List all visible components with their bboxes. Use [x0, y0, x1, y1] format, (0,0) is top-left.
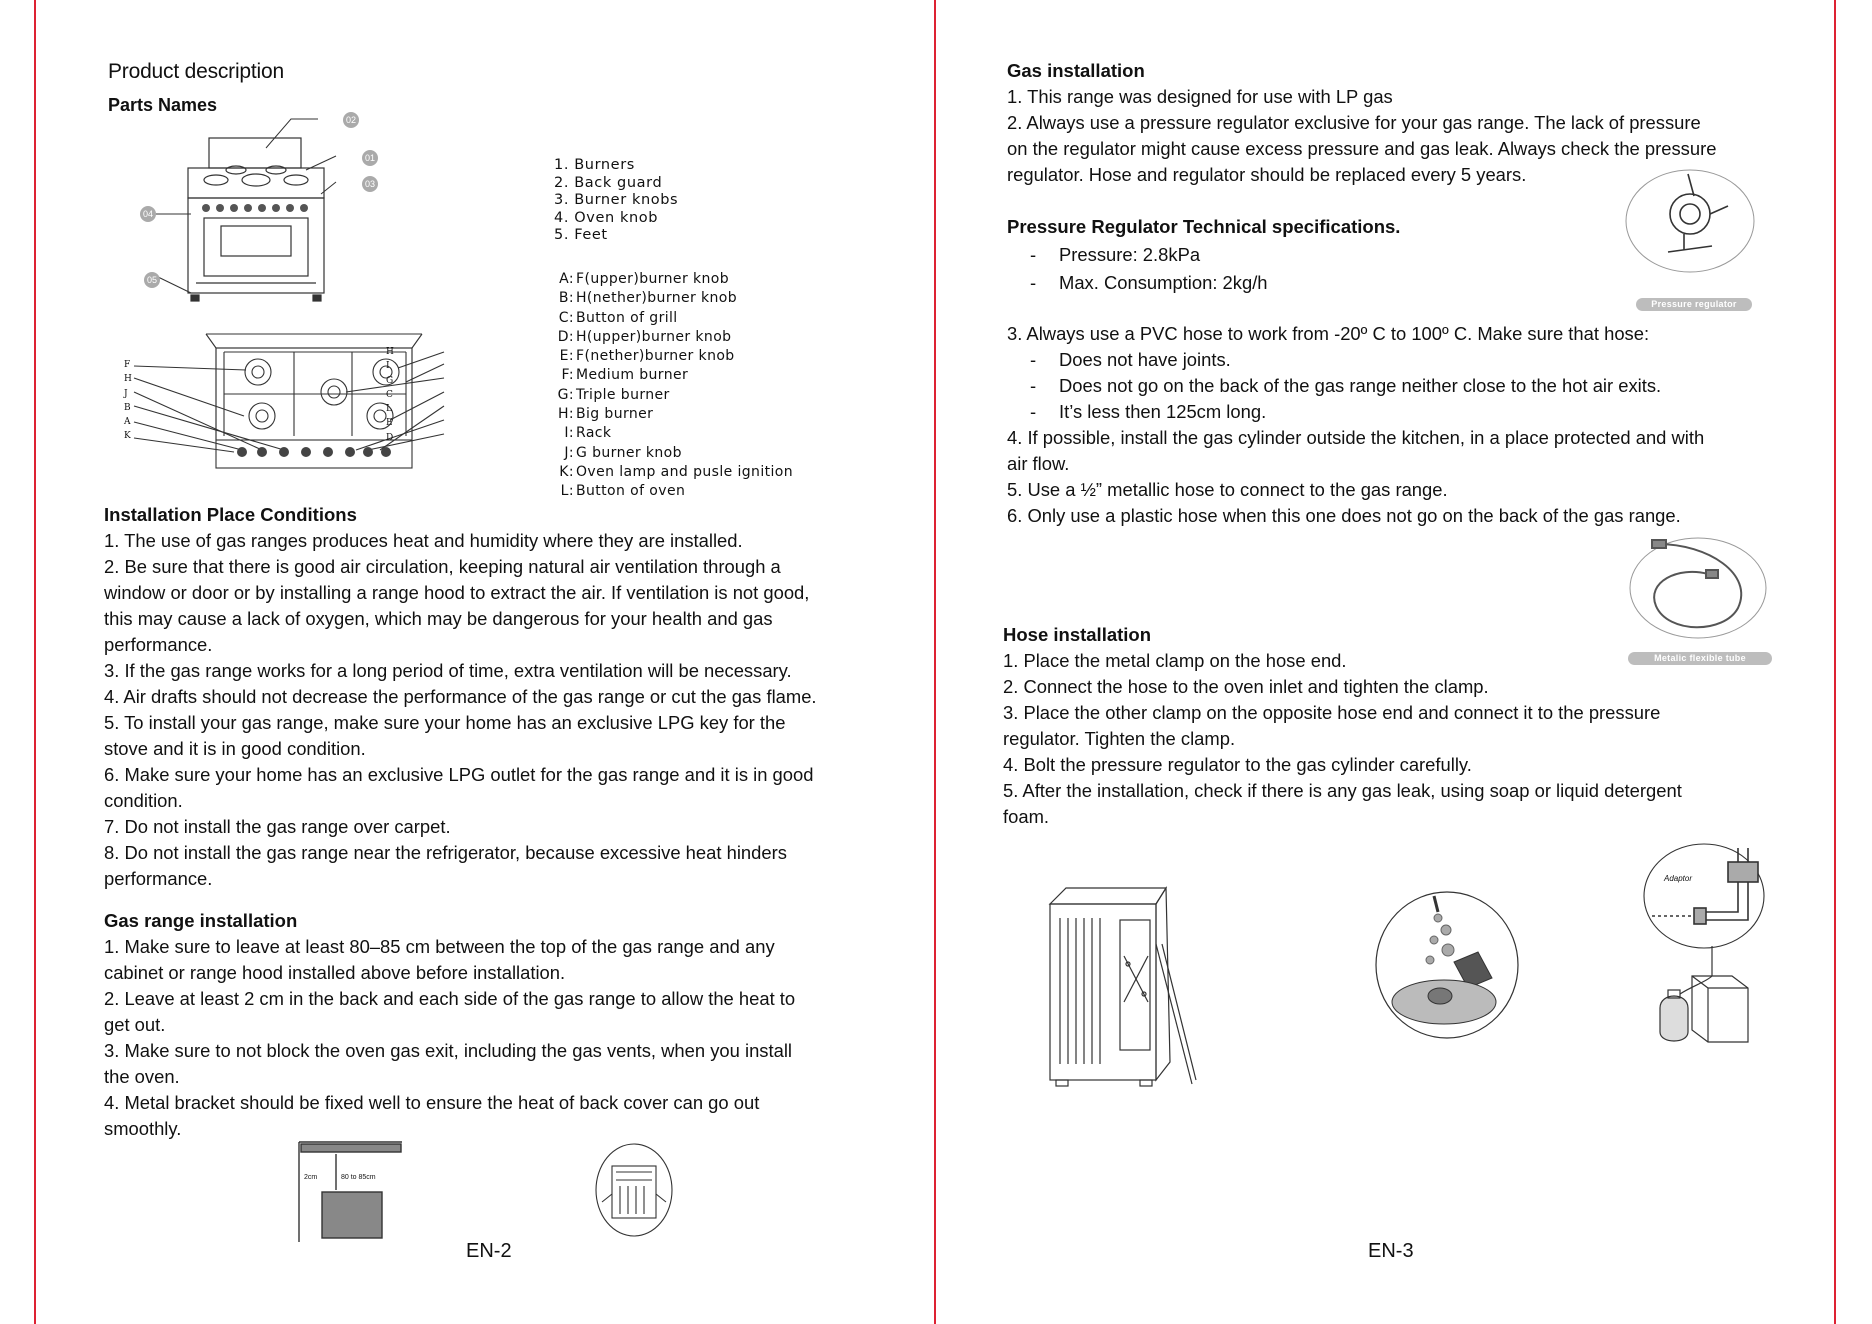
installation-line: stove and it is in good condition.: [104, 738, 366, 759]
diagram-label: H: [386, 347, 394, 357]
right-page: [936, 0, 1836, 1324]
installation-line: performance.: [104, 868, 213, 889]
hose-requirements-section: [1007, 321, 1827, 529]
diagram-label: B: [124, 402, 131, 413]
hose-install-line: 5. After the installation, check if there is any gas leak, using soap or liquid detergent: [1003, 780, 1682, 801]
letter-part-row: E: F(nether)burner knob: [559, 348, 735, 365]
hose-bullet: - It’s less then 125cm long.: [1029, 401, 1267, 422]
installation-heading: Installation Place Conditions: [104, 504, 357, 525]
spec-heading: Pressure Regulator Technical specifications.: [1007, 216, 1401, 237]
hose-install-line: regulator. Tighten the clamp.: [1003, 728, 1236, 749]
installation-line: 8. Do not install the gas range near the refrigerator, because excessive heat hinders: [104, 842, 787, 863]
stove-illustration: [136, 108, 436, 308]
more-line: 4. If possible, install the gas cylinder outside the kitchen, in a place protected and with: [1007, 427, 1705, 448]
installation-line: 1. The use of gas ranges produces heat and humidity where they are installed.: [104, 530, 743, 551]
hose-bullet: - Does not go on the back of the gas range neither close to the hot air exits.: [1029, 375, 1662, 396]
letter-part-row: D: H(upper)burner knob: [557, 328, 732, 345]
installation-line: 7. Do not install the gas range over carpet.: [104, 816, 451, 837]
page-title: Product description: [108, 60, 284, 83]
letter-part-row: I: Rack: [564, 425, 612, 442]
gas-range-line: 2. Leave at least 2 cm in the back and each side of the gas range to allow the heat to: [104, 988, 796, 1009]
diagram-label: I: [386, 361, 390, 372]
gas-install-line: on the regulator might cause excess pressure and gas leak. Always check the pressure: [1007, 138, 1717, 159]
hose-install-section: [1003, 622, 1823, 830]
callout-04: 04: [140, 206, 156, 222]
more-line: air flow.: [1007, 453, 1070, 474]
hose-install-heading: Hose installation: [1003, 624, 1152, 645]
gas-install-line: 1. This range was designed for use with LP gas: [1007, 86, 1393, 107]
more-line: 5. Use a ½” metallic hose to connect to the gas range.: [1007, 479, 1448, 500]
installation-line: window or door or by installing a range hood to extract the air. If ventilation is not good,: [104, 582, 810, 603]
letter-part-row: A: F(upper)burner knob: [559, 271, 729, 287]
letter-part-row: L: Button of oven: [560, 483, 686, 500]
parts-item: 4. Oven knob: [554, 209, 659, 226]
diagram-label: K: [124, 431, 131, 442]
gas-range-line: 1. Make sure to leave at least 80–85 cm between the top of the gas range and any: [104, 936, 775, 957]
adaptor-label: Adaptor: [1664, 874, 1693, 883]
hose-install-line: foam.: [1003, 806, 1049, 827]
callout-01: 01: [362, 150, 378, 166]
hose-bullet: - Does not have joints.: [1029, 349, 1231, 370]
gas-cylinder-illustration: [1652, 946, 1762, 1046]
clearance-label-80-85: 80 to 85cm: [341, 1174, 376, 1181]
hose-item-3: 3. Always use a PVC hose to work from -20º C to 100º C. Make sure that hose:: [1007, 323, 1650, 344]
oven-vent-illustration: [594, 1142, 678, 1240]
installation-line: 3. If the gas range works for a long period of time, extra ventilation will be necessary.: [104, 660, 792, 681]
letter-part-row: J: G burner knob: [564, 444, 682, 461]
installation-section: [104, 502, 934, 892]
leak-test-illustration: [1374, 890, 1520, 1040]
letter-part-row: C: Button of grill: [558, 309, 678, 326]
installation-line: condition.: [104, 790, 183, 811]
installation-line: 6. Make sure your home has an exclusive LPG outlet for the gas range and it is in good: [104, 764, 814, 785]
page-number-left: EN-2: [466, 1240, 512, 1262]
parts-heading: Parts Names: [108, 95, 218, 115]
spec-section: [1007, 214, 1627, 296]
parts-item: 5. Feet: [554, 227, 608, 244]
diagram-label: G: [386, 375, 394, 386]
hose-install-line: 3. Place the other clamp on the opposite hose end and connect it to the pressure: [1003, 702, 1661, 723]
letter-parts-list: [552, 270, 793, 502]
gas-range-line: 3. Make sure to not block the oven gas exit, including the gas vents, when you install: [104, 1040, 793, 1061]
adaptor-illustration: [1642, 842, 1772, 952]
gas-range-line: smoothly.: [104, 1118, 182, 1139]
metallic-tube-caption: Metalic flexible tube: [1628, 652, 1772, 665]
parts-item: 1. Burners: [554, 157, 635, 173]
clearance-label-2cm: 2cm: [304, 1174, 318, 1181]
diagram-left-labels: [124, 358, 132, 444]
installation-line: 5. To install your gas range, make sure your home has an exclusive LPG key for the: [104, 712, 786, 733]
installation-line: 4. Air drafts should not decrease the performance of the gas range or cut the gas flame.: [104, 686, 817, 707]
diagram-label: F: [124, 360, 131, 370]
diagram-label: A: [124, 417, 131, 428]
cooktop-diagram: [124, 330, 424, 486]
diagram-label: J: [124, 388, 128, 399]
page-number-right: EN-3: [1368, 1240, 1414, 1262]
letter-part-row: H: Big burner: [557, 406, 654, 423]
installation-line: 2. Be sure that there is good air circulation, keeping natural air ventilation through a: [104, 556, 781, 577]
callout-03: 03: [362, 176, 378, 192]
gas-range-back-illustration: [1046, 884, 1196, 1088]
spec-row: - Pressure: 2.8kPa: [1029, 244, 1201, 265]
callout-02: 02: [343, 112, 359, 128]
gas-range-section: [104, 908, 934, 1142]
diagram-right-labels: [386, 345, 394, 445]
clearance-diagram: [296, 1140, 406, 1244]
installation-line: performance.: [104, 634, 213, 655]
letter-part-row: F: Medium burner: [561, 367, 689, 384]
parts-list: [554, 157, 678, 245]
gas-install-heading: Gas installation: [1007, 60, 1145, 81]
parts-item: 2. Back guard: [554, 174, 663, 191]
hose-install-line: 4. Bolt the pressure regulator to the gas cylinder carefully.: [1003, 754, 1472, 775]
gas-install-line: 2. Always use a pressure regulator exclusive for your gas range. The lack of pressure: [1007, 112, 1701, 133]
gas-range-line: get out.: [104, 1014, 166, 1035]
diagram-label: H: [124, 374, 132, 385]
letter-part-row: B: H(nether)burner knob: [558, 290, 738, 307]
parts-item: 3. Burner knobs: [554, 192, 679, 209]
hose-install-line: 1. Place the metal clamp on the hose end.: [1003, 650, 1347, 671]
left-page: [34, 0, 936, 1324]
more-line: 6. Only use a plastic hose when this one does not go on the back of the gas range.: [1007, 505, 1681, 526]
installation-line: this may cause a lack of oxygen, which may be dangerous for your health and gas: [104, 608, 773, 629]
gas-range-line: the oven.: [104, 1066, 180, 1087]
letter-part-row: K: Oven lamp and pusle ignition: [559, 463, 794, 480]
pressure-regulator-caption: Pressure regulator: [1636, 298, 1752, 311]
diagram-label: L: [386, 404, 392, 415]
callout-05: 05: [144, 272, 160, 288]
gas-range-line: cabinet or range hood installed above before installation.: [104, 962, 566, 983]
diagram-label: C: [386, 389, 393, 400]
letter-part-row: G: Triple burner: [557, 386, 670, 403]
gas-range-line: 4. Metal bracket should be fixed well to ensure the heat of back cover can go out: [104, 1092, 760, 1113]
diagram-label: D: [386, 432, 394, 443]
pressure-regulator-image: [1624, 168, 1756, 274]
diagram-label: E: [386, 418, 393, 429]
gas-install-line: regulator. Hose and regulator should be replaced every 5 years.: [1007, 164, 1527, 185]
spec-row: - Max. Consumption: 2kg/h: [1029, 272, 1268, 293]
gas-range-heading: Gas range installation: [104, 910, 298, 931]
hose-install-line: 2. Connect the hose to the oven inlet and tighten the clamp.: [1003, 676, 1489, 697]
